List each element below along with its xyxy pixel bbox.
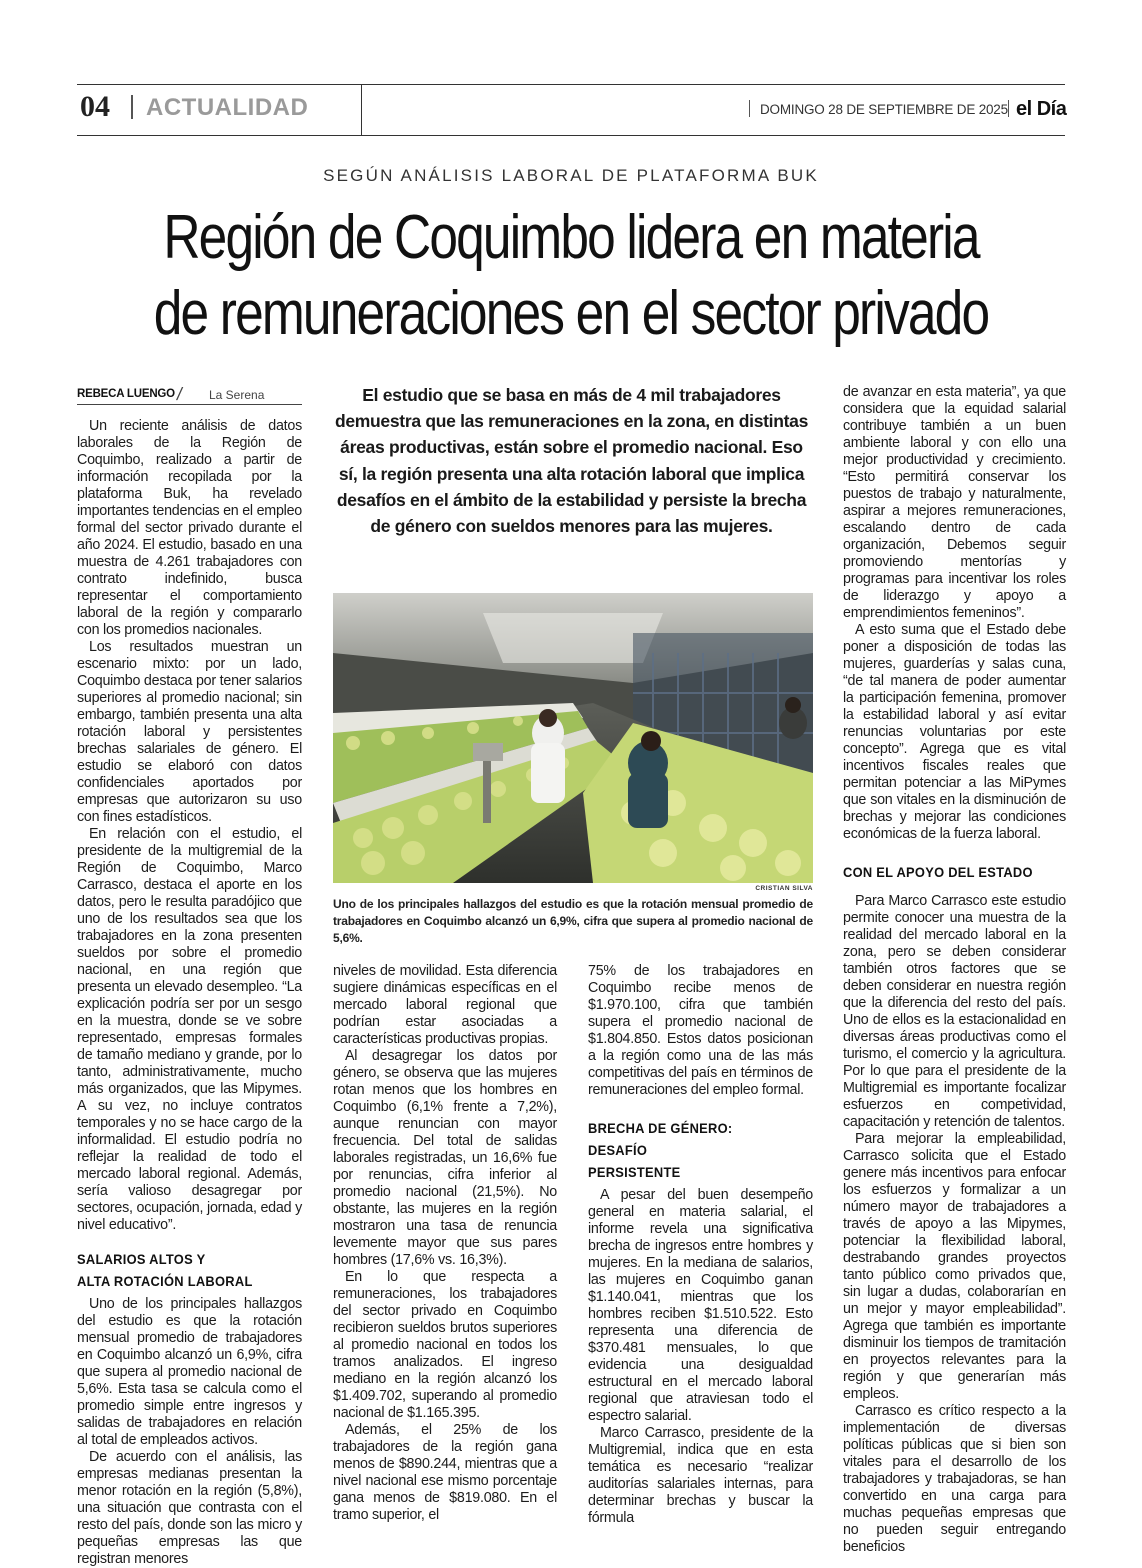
paragraph: En relación con el estudio, el presidente de la multigremial de la Región de Coquimbo, Marco Carrasco, destaca el aporte en los datos, pero le resulta paradójico que uno de los resultados sea que los trabajadores en la zona presenten sueldos por sobre el promedio nacional, en una región que presenta un elevado desempleo. “La explicación podría ser por un sesgo en la muestra, donde se ve sobre representado, empresas formales de tamaño mediano y grande, por lo tanto, administrativamente, mucho más organizados, que las Mipymes. A su vez, no incluye contratos temporales y no se hace cargo de la informalidad. El estudio podría no reflejar la realidad de todo el mercado laboral regional. Además, sería valioso desagregar por sectores, ocupación, jornada, edad y nivel educativo”.: [77, 826, 302, 1233]
paragraph: Al desagregar los datos por género, se observa que las mujeres rotan menos que los hombres en Coquimbo (6,1% frente a 7,2%), aunque renuncian con mayor frecuencia. Del total de salidas laborales registradas, un 16,6% fue por renuncias, cifra inferior al promedio nacional (21,5%). No obstante, las mujeres en la región mostraron una tasa de renuncia levemente mayor que sus pares hombres (17,6% vs. 16,3%).: [333, 1048, 557, 1268]
byline-slash: /: [175, 384, 184, 404]
section-name: ACTUALIDAD: [146, 94, 309, 121]
paragraph: Además, el 25% de los trabajadores de la región gana menos de $890.244, mientras que a nivel nacional ese mismo porcentaje gana menos de $819.080. En el tramo superior, el: [333, 1422, 557, 1523]
headline-line-2: de remuneraciones en el sector privado: [153, 279, 989, 348]
headline: [130, 200, 1011, 352]
grape-packing-plant-illustration: [333, 593, 813, 883]
logo-separator: [1008, 100, 1009, 117]
kicker: SEGÚN ANÁLISIS LABORAL DE PLATAFORMA BUK: [323, 166, 819, 185]
paragraph: A esto suma que el Estado debe poner a disposición de todas las mujeres, guarderías y salas cuna, “de tal manera de poder aumentar la participación femenina, promover la estabilidad laboral y así evitar renuncias voluntarias por este concepto”. Agrega que es vital incentivos fiscales reales que permitan potenciar a las MiPymes que son vitales en la disminución de brechas y mejorar las condiciones económicas de la fuerza laboral.: [843, 622, 1066, 842]
paragraph: Un reciente análisis de datos laborales de la Región de Coquimbo, realizado a partir de información recopilada por la plataforma Buk, ha revelado importantes tendencias en el empleo formal del sector privado durante el año 2024. El estudio, basado en una muestra de 4.261 trabajadores con contrato indefinido, busca representar el comportamiento laboral de la región y compararlo con los promedios nacionales.: [77, 418, 302, 638]
paragraph: Para mejorar la empleabilidad, Carrasco solicita que el Estado genere más incentivos para enfocar los esfuerzos y formalizar a un número mayor de trabajadores a través de apoyo a las Mipymes, potenciar la flexibilidad laboral, destrabando grandes proyectos tanto público como privados que, sin lugar a dudas, colaborarían en un mejor y mayor empleabilidad”. Agrega que también es importante disminuir los tiempos de tramitación en proyectos relevantes para la región y que generarían más empleos.: [843, 1131, 1066, 1402]
subhead-line: SALARIOS ALTOS Y: [77, 1251, 206, 1267]
subhead-salarios: [77, 1248, 284, 1292]
subhead-line: ALTA ROTACIÓN LABORAL: [77, 1273, 253, 1289]
author-name: REBECA LUENGO: [77, 388, 175, 400]
photo-caption: Uno de los principales hallazgos del estudio es que la rotación mensual promedio de trabajadores en Coquimbo alcanzó un 6,9%, cifra que supera al promedio nacional de 5,6%.: [333, 897, 813, 945]
headline-line-1: Región de Coquimbo lidera en materia: [163, 203, 979, 272]
paragraph: Para Marco Carrasco este estudio permite conocer una muestra de la realidad del mercado laboral en la zona, pero se deben considerar también otros factores que se deben considerar en nuestra región que la diferencia del resto del país. Uno de ellos es la estacionalidad en diversas áreas productivas como el turismo, el comercio y la agricultura. Por lo que para el presidente de la Multigremial es importante focalizar esfuerzos en competividad, capacitación y retención de talentos.: [843, 893, 1066, 1130]
publication-logo: el Día: [1016, 98, 1067, 120]
paragraph: niveles de movilidad. Esta diferencia sugiere dinámicas específicas en el mercado laboral regional que podrían estar asociadas a características productivas propias.: [333, 963, 557, 1047]
header-bottom-rule: [77, 135, 1065, 136]
paragraph: de avanzar en esta materia”, ya que considera que la equidad salarial contribuye también a un buen ambiente laboral y con ello una mejor productividad y crecimiento. “Esto permitirá conservar los puestos de trabajo y naturalmente, aspirar a mejores remuneraciones, escalando dentro de cada organización, Debemos seguir promoviendo mentorías y programas para incentivar los roles de liderazgo y apoyo a emprendimientos femeninos”.: [843, 384, 1066, 621]
paragraph: 75% de los trabajadores en Coquimbo recibe menos de $1.970.100, cifra que también supera el promedio nacional de $1.804.850. Estos datos posicionan a la región como una de las más competitivas del país en términos de remuneraciones del empleo formal.: [588, 963, 813, 1098]
subhead-line: PERSISTENTE: [588, 1164, 681, 1180]
column-3: [588, 963, 813, 1527]
dateline-location: La Serena: [209, 388, 265, 402]
paragraph: De acuerdo con el análisis, las empresas medianas presentan la menor rotación en la región (5,8%), una situación que contrasta con el resto del país, donde son las micro y pequeñas empresas las que registran menores: [77, 1449, 302, 1567]
photo-credit: CRISTIAN SILVA: [755, 885, 813, 892]
paragraph: Los resultados muestran un escenario mixto: por un lado, Coquimbo destaca por tener salarios superiores al promedio nacional; sin embargo, también presenta una alta rotación laboral y persistentes brechas salariales de género. El estudio se elaboró con datos confidenciales aportados por empresas que autorizaron su uso con fines estadísticos.: [77, 639, 302, 825]
column-2: [333, 963, 557, 1524]
header-top-rule: [77, 84, 1065, 85]
paragraph: En lo que respecta a remuneraciones, los trabajadores del sector privado en Coquimbo recibieron sueldos brutos superiores al promedio nacional en todos los tramos analizados. El ingreso mediano en la región alcanzó los $1.409.702, superando al promedio nacional de $1.165.395.: [333, 1269, 557, 1421]
paragraph: Uno de los principales hallazgos del estudio es que la rotación mensual promedio de trabajadores en Coquimbo alcanzó un 6,9%, cifra que supera al promedio nacional de 5,6%. Esta tasa se calcula como el promedio simple entre ingresos y salidas de trabajadores en relación al total de empleados activos.: [77, 1296, 302, 1448]
publication-date: DOMINGO 28 DE SEPTIEMBRE DE 2025: [760, 102, 1008, 117]
column-4: [843, 384, 1066, 1556]
page-number: 04: [80, 90, 110, 123]
article-photo: [333, 593, 813, 883]
header-divider: [361, 85, 362, 136]
paragraph: Marco Carrasco, presidente de la Multigremial, indica que en esta temática es necesario “realizar auditorías salariales internas, para determinar brechas y buscar la fórmula: [588, 1425, 813, 1526]
article-lead: El estudio que se basa en más de 4 mil trabajadores demuestra que las remuneraciones en la zona, en distintas áreas productivas, están sobre el promedio nacional. Eso sí, la región presenta una alta rotación laboral que implica desafíos en el ámbito de la estabilidad y persiste la brecha de género con sueldos menores para las mujeres.: [334, 385, 809, 537]
paragraph: Carrasco es crítico respecto a la implementación de diversas políticas públicas que si bien son vitales para el desarrollo de los trabajadores y trabajadoras, se han convertido en una carga para muchas pequeñas empresas que no pueden seguir entregando beneficios: [843, 1403, 1066, 1555]
subhead-apoyo-estado: CON EL APOYO DEL ESTADO: [843, 864, 1033, 880]
byline: [77, 385, 302, 405]
subhead-line: BRECHA DE GÉNERO: DESAFÍO: [588, 1120, 733, 1158]
date-separator: [749, 100, 750, 117]
paragraph: A pesar del buen desempeño general en materia salarial, el informe revela una significativa brecha de ingresos entre hombres y mujeres. En la mediana de salarios, las mujeres en Coquimbo ganan $1.140.041, mientras que los hombres reciben $1.510.522. Esto representa una diferencia de $370.481 mensuales, lo que evidencia una desigualdad estructural en el mercado laboral regional que atraviesan todo el espectro salarial.: [588, 1187, 813, 1424]
subhead-brecha: [588, 1117, 795, 1183]
header-separator: [131, 95, 133, 119]
column-1: [77, 418, 302, 1568]
